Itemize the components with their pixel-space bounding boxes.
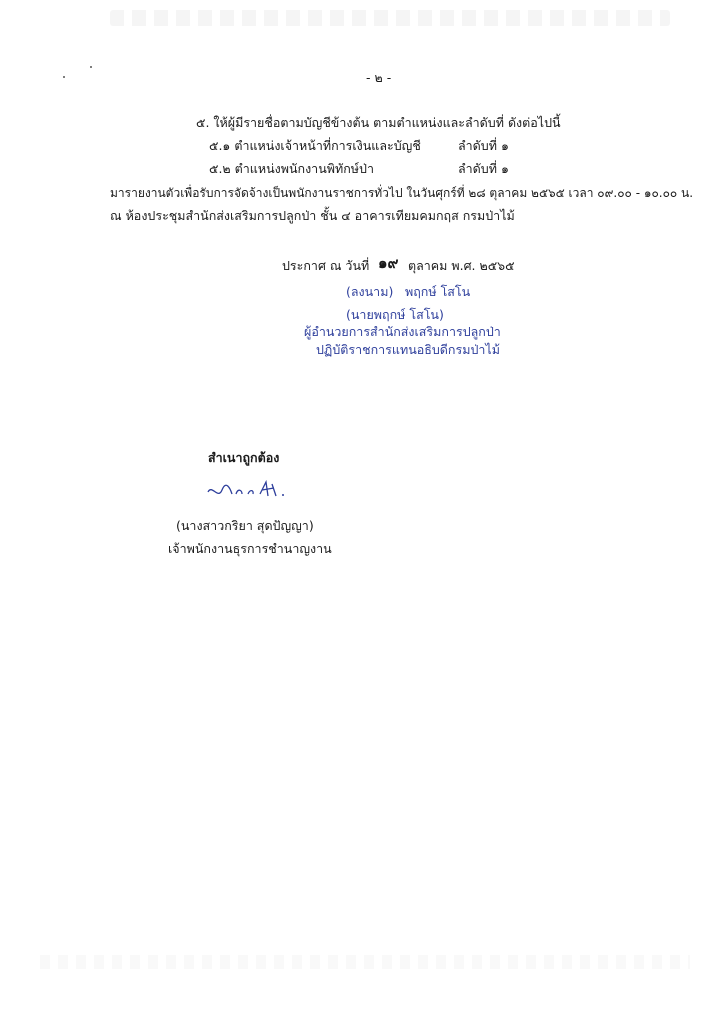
signed-name: พฤกษ์ โสโน: [405, 284, 471, 299]
signatory-full-name: (นายพฤกษ์ โสโน): [346, 307, 444, 322]
speck: [90, 66, 92, 68]
item5-1-rank: ลำดับที่ ๑: [458, 138, 509, 153]
item5-heading: ๕. ให้ผู้มีรายชื่อตามบัญชีข้างต้น ตามตำแหน่งและลำดับที่ ดังต่อไปนี้: [196, 115, 561, 130]
certifier-position: เจ้าพนักงานธุรการชำนาญงาน: [168, 541, 332, 556]
item5-2-position: ๕.๒ ตำแหน่งพนักงานพิทักษ์ป่า: [209, 161, 374, 176]
announcement-day: ๑๙: [378, 254, 399, 272]
announcement-month-year: ตุลาคม พ.ศ. ๒๕๖๕: [408, 258, 515, 273]
handwritten-signature: [204, 478, 288, 504]
announcement-prefix: ประกาศ ณ วันที่: [282, 258, 370, 273]
certifier-name: (นางสาวกริยา สุดปัญญา): [176, 518, 314, 533]
report-line-1: มารายงานตัวเพื่อรับการจัดจ้างเป็นพนักงานราชการทั่วไป ในวันศุกร์ที่ ๒๘ ตุลาคม ๒๕๖๕ เวลา ๐๙.๐๐ - ๑๐.๐๐ น.: [110, 186, 694, 200]
item5-2-rank: ลำดับที่ ๑: [458, 161, 509, 176]
certified-copy-label: สำเนาถูกต้อง: [208, 450, 280, 465]
report-line-2: ณ ห้องประชุมสำนักส่งเสริมการปลูกป่า ชั้น ๔ อาคารเทียมคมกฤส กรมป่าไม้: [110, 208, 515, 223]
bleed-through-bottom: [40, 955, 690, 969]
signatory-title-2: ปฏิบัติราชการแทนอธิบดีกรมป่าไม้: [316, 342, 500, 357]
item5-1-position: ๕.๑ ตำแหน่งเจ้าหน้าที่การเงินและบัญชี: [209, 138, 421, 153]
signatory-title-1: ผู้อำนวยการสำนักส่งเสริมการปลูกป่า: [304, 324, 501, 339]
bleed-through-text: [110, 10, 670, 26]
signed-label: (ลงนาม): [346, 284, 394, 299]
speck: [63, 76, 65, 78]
page-number: - ๒ -: [366, 70, 392, 85]
